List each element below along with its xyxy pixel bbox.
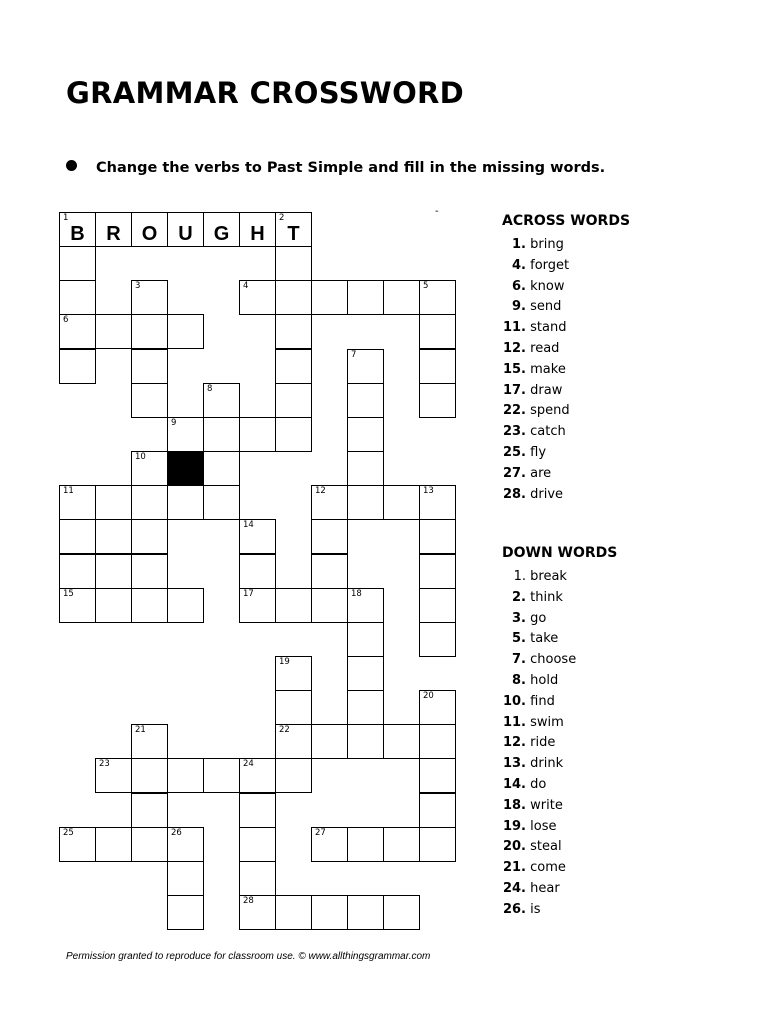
down-heading: DOWN WORDS (502, 545, 618, 561)
crossword-cell[interactable] (275, 314, 312, 349)
crossword-cell[interactable] (203, 485, 240, 520)
clue-number: 25 (63, 828, 74, 838)
down-clue-item (502, 858, 617, 879)
crossword-cell[interactable] (347, 485, 384, 520)
clue-number: 26 (171, 828, 182, 838)
clue-item-number: 18. (502, 797, 526, 813)
clue-item-number: 22. (502, 403, 526, 419)
clue-item-word: is (530, 901, 541, 917)
crossword-cell[interactable] (347, 417, 384, 452)
clue-item-word: are (530, 465, 552, 481)
clue-item-word: swim (530, 714, 564, 730)
clue-item-word: drive (530, 486, 564, 502)
crossword-cell[interactable] (311, 724, 348, 759)
black-square (167, 451, 204, 486)
clue-item-word: do (530, 776, 547, 792)
clue-item-word: send (530, 299, 562, 315)
crossword-cell[interactable] (59, 246, 96, 281)
clue-item-number: 13. (502, 756, 526, 772)
crossword-cell[interactable] (95, 314, 132, 349)
crossword-cell[interactable] (95, 554, 132, 589)
crossword-cell[interactable] (131, 451, 168, 486)
across-clue-item (502, 277, 630, 298)
clue-item-number: 6. (512, 278, 526, 294)
crossword-cell[interactable] (275, 724, 312, 759)
clue-item-word: go (530, 610, 547, 626)
clue-item-word: read (530, 340, 560, 356)
down-clue-item (502, 775, 617, 796)
clue-item-word: make (530, 361, 566, 377)
crossword-cell[interactable] (203, 212, 240, 247)
crossword-cell[interactable] (383, 280, 420, 315)
clue-item-word: fly (530, 444, 547, 460)
answer-letter: T (287, 223, 300, 245)
clue-item-word: spend (530, 403, 570, 419)
clue-item-number: 14. (502, 776, 526, 792)
clue-item-word: steal (530, 839, 562, 855)
down-clues (502, 545, 617, 921)
crossword-cell[interactable] (203, 417, 240, 452)
page-title: GRAMMAR CROSSWORD (66, 76, 465, 110)
crossword-cell[interactable] (347, 349, 384, 384)
crossword-cell[interactable] (419, 724, 456, 759)
clue-number: 6 (63, 315, 69, 325)
clue-item-number: 26. (502, 901, 526, 917)
crossword-cell[interactable] (203, 451, 240, 486)
across-clues (502, 213, 630, 505)
clue-item-number: 11. (502, 714, 526, 730)
stray-mark: - (435, 206, 439, 217)
clue-number: 5 (423, 281, 429, 291)
crossword-cell[interactable] (419, 690, 456, 725)
clue-item-number: 9. (512, 299, 526, 315)
down-clue-item (502, 671, 617, 692)
crossword-cell[interactable] (311, 554, 348, 589)
clue-item-number: 24. (502, 880, 526, 896)
clue-item-word: hold (530, 672, 559, 688)
crossword-cell[interactable] (239, 280, 276, 315)
crossword-cell[interactable] (95, 519, 132, 554)
crossword-cell[interactable] (131, 314, 168, 349)
clue-number: 28 (243, 896, 254, 906)
crossword-cell[interactable] (275, 280, 312, 315)
crossword-cell[interactable] (311, 827, 348, 862)
down-clue-item (502, 796, 617, 817)
crossword-cell[interactable] (131, 383, 168, 418)
down-clue-item (502, 609, 617, 630)
clue-item-word: find (530, 693, 555, 709)
clue-number: 7 (351, 350, 357, 360)
crossword-cell[interactable] (131, 758, 168, 793)
crossword-cell[interactable] (167, 212, 204, 247)
crossword-cell[interactable] (239, 519, 276, 554)
answer-letter: O (141, 223, 158, 245)
clue-item-word: come (530, 860, 566, 876)
crossword-cell[interactable] (239, 861, 276, 896)
crossword-cell[interactable] (131, 724, 168, 759)
crossword-cell[interactable] (131, 793, 168, 828)
crossword-cell[interactable] (167, 827, 204, 862)
answer-letter: B (70, 223, 85, 245)
clue-number: 18 (351, 589, 362, 599)
across-clue-item (502, 235, 630, 256)
down-list (502, 567, 617, 921)
clue-number: 23 (99, 759, 110, 769)
crossword-cell[interactable] (167, 314, 204, 349)
clue-item-word: choose (530, 652, 577, 668)
crossword-cell[interactable] (419, 588, 456, 623)
crossword-cell[interactable] (239, 588, 276, 623)
crossword-cell[interactable] (59, 485, 96, 520)
clue-number: 19 (279, 657, 290, 667)
clue-item-number: 3. (512, 610, 526, 626)
crossword-cell[interactable] (167, 895, 204, 930)
crossword-cell[interactable] (311, 485, 348, 520)
clue-item-number: 4. (512, 257, 526, 273)
crossword-cell[interactable] (239, 212, 276, 247)
across-clue-item (502, 422, 630, 443)
crossword-cell[interactable] (131, 588, 168, 623)
crossword-cell[interactable] (419, 280, 456, 315)
crossword-cell[interactable] (311, 895, 348, 930)
clue-number: 13 (423, 486, 434, 496)
crossword-cell[interactable] (275, 656, 312, 691)
crossword-cell[interactable] (275, 690, 312, 725)
clue-number: 4 (243, 281, 249, 291)
across-clue-item (502, 401, 630, 422)
clue-item-number: 12. (502, 340, 526, 356)
crossword-cell[interactable] (419, 519, 456, 554)
crossword-cell[interactable] (383, 724, 420, 759)
crossword-cell[interactable] (59, 827, 96, 862)
clue-item-word: hear (530, 880, 560, 896)
clue-number: 1 (63, 213, 69, 223)
answer-letter: R (106, 223, 121, 245)
clue-item-word: take (530, 631, 559, 647)
clue-number: 8 (207, 384, 213, 394)
footer-permission: Permission granted to reproduce for classroom use. © www.allthingsgrammar.com (66, 951, 431, 962)
crossword-cell[interactable] (167, 588, 204, 623)
clue-number: 14 (243, 520, 254, 530)
clue-number: 10 (135, 452, 146, 462)
crossword-cell[interactable] (59, 314, 96, 349)
across-clue-item (502, 360, 630, 381)
clue-item-word: draw (530, 382, 563, 398)
across-list (502, 235, 630, 505)
crossword-cell[interactable] (347, 827, 384, 862)
clue-number: 12 (315, 486, 326, 496)
crossword-cell[interactable] (239, 827, 276, 862)
crossword-cell[interactable] (167, 417, 204, 452)
clue-item-word: drink (530, 756, 564, 772)
crossword-cell[interactable] (419, 622, 456, 657)
crossword-cell[interactable] (59, 280, 96, 315)
across-clue-item (502, 485, 630, 506)
crossword-cell[interactable] (131, 827, 168, 862)
down-clue-item (502, 629, 617, 650)
clue-number: 17 (243, 589, 254, 599)
down-clue-item (502, 650, 617, 671)
clue-item-number: 17. (502, 382, 526, 398)
clue-item-word: forget (530, 257, 570, 273)
clue-number: 2 (279, 213, 285, 223)
crossword-cell[interactable] (383, 827, 420, 862)
clue-number: 11 (63, 486, 74, 496)
crossword-cell[interactable] (419, 827, 456, 862)
crossword-cell[interactable] (419, 793, 456, 828)
crossword-cell[interactable] (347, 895, 384, 930)
crossword-cell[interactable] (131, 519, 168, 554)
across-clue-item (502, 256, 630, 277)
clue-item-number: 19. (502, 818, 526, 834)
clue-number: 20 (423, 691, 434, 701)
clue-item-number: 11. (502, 320, 526, 336)
clue-item-word: know (530, 278, 565, 294)
crossword-cell[interactable] (311, 280, 348, 315)
crossword-cell[interactable] (275, 383, 312, 418)
crossword-cell[interactable] (383, 485, 420, 520)
clue-item-word: stand (530, 320, 567, 336)
answer-letter: G (213, 223, 230, 245)
crossword-cell[interactable] (59, 588, 96, 623)
clue-number: 24 (243, 759, 254, 769)
clue-item-number: 10. (502, 693, 526, 709)
crossword-cell[interactable] (347, 588, 384, 623)
crossword-cell[interactable] (275, 895, 312, 930)
clue-item-number: 25. (502, 444, 526, 460)
clue-item-word: write (530, 797, 563, 813)
crossword-cell[interactable] (239, 758, 276, 793)
crossword-cell[interactable] (95, 212, 132, 247)
clue-item-number: 27. (502, 465, 526, 481)
clue-item-number: 15. (502, 361, 526, 377)
crossword-cell[interactable] (95, 758, 132, 793)
across-clue-item (502, 443, 630, 464)
clue-number: 3 (135, 281, 141, 291)
clue-item-word: think (530, 589, 563, 605)
clue-item-number: 21. (502, 860, 526, 876)
crossword-cell[interactable] (275, 758, 312, 793)
crossword-cell[interactable] (59, 349, 96, 384)
clue-item-number: 2. (512, 589, 526, 605)
crossword-cell[interactable] (131, 554, 168, 589)
crossword-cell[interactable] (59, 212, 96, 247)
clue-number: 21 (135, 725, 146, 735)
crossword-cell[interactable] (167, 485, 204, 520)
crossword-cell[interactable] (383, 895, 420, 930)
down-clue-item (502, 817, 617, 838)
crossword-cell[interactable] (419, 554, 456, 589)
across-clue-item (502, 318, 630, 339)
across-clue-item (502, 381, 630, 402)
crossword-cell[interactable] (59, 554, 96, 589)
clue-item-number: 28. (502, 486, 526, 502)
crossword-cell[interactable] (347, 280, 384, 315)
crossword-cell[interactable] (203, 383, 240, 418)
across-clue-item (502, 297, 630, 318)
crossword-cell[interactable] (239, 417, 276, 452)
across-clue-item (502, 339, 630, 360)
crossword-cell[interactable] (347, 724, 384, 759)
crossword-cell[interactable] (347, 622, 384, 657)
instruction-text: Change the verbs to Past Simple and fill in the missing words. (96, 160, 606, 176)
crossword-cell[interactable] (131, 212, 168, 247)
crossword-cell[interactable] (239, 554, 276, 589)
across-heading: ACROSS WORDS (502, 213, 631, 229)
clue-number: 27 (315, 828, 326, 838)
crossword-cell[interactable] (95, 827, 132, 862)
crossword-cell[interactable] (275, 349, 312, 384)
crossword-cell[interactable] (275, 212, 312, 247)
clue-item-word: bring (530, 237, 564, 252)
crossword-cell[interactable] (311, 519, 348, 554)
crossword-cell[interactable] (59, 519, 96, 554)
clue-item-number: 1. (512, 237, 526, 252)
crossword-cell[interactable] (239, 895, 276, 930)
clue-item-number: 1. (513, 569, 526, 584)
clue-item-number: 5. (512, 631, 526, 647)
clue-item-word: break (530, 569, 567, 584)
down-clue-item (502, 588, 617, 609)
clue-item-number: 8. (512, 672, 526, 688)
down-clue-item (502, 692, 617, 713)
down-clue-item (502, 837, 617, 858)
crossword-cell[interactable] (95, 588, 132, 623)
clue-item-number: 23. (502, 424, 526, 440)
down-clue-item (502, 713, 617, 734)
crossword-cell[interactable] (347, 451, 384, 486)
crossword-cell[interactable] (131, 280, 168, 315)
clue-number: 22 (279, 725, 290, 735)
clue-item-word: ride (530, 735, 556, 751)
crossword-cell[interactable] (419, 485, 456, 520)
crossword-cell[interactable] (275, 588, 312, 623)
crossword-cell[interactable] (347, 656, 384, 691)
answer-letter: U (178, 223, 193, 245)
crossword-cell[interactable] (239, 793, 276, 828)
crossword-cell[interactable] (419, 314, 456, 349)
crossword-cell[interactable] (131, 349, 168, 384)
clue-item-number: 7. (512, 652, 526, 668)
crossword-cell[interactable] (419, 383, 456, 418)
clue-item-number: 20. (502, 839, 526, 855)
crossword-cell[interactable] (131, 485, 168, 520)
down-clue-item (502, 733, 617, 754)
clue-item-word: catch (530, 424, 566, 440)
down-clue-item (502, 754, 617, 775)
clue-number: 15 (63, 589, 74, 599)
across-clue-item (502, 464, 630, 485)
crossword-cell[interactable] (347, 690, 384, 725)
crossword-cell[interactable] (95, 485, 132, 520)
crossword-cell[interactable] (347, 383, 384, 418)
crossword-cell[interactable] (167, 758, 204, 793)
down-clue-item (502, 567, 617, 588)
down-clue-item (502, 900, 617, 921)
down-clue-item (502, 879, 617, 900)
crossword-cell[interactable] (419, 349, 456, 384)
crossword-cell[interactable] (167, 861, 204, 896)
clue-item-word: lose (530, 818, 557, 834)
clue-number: 9 (171, 418, 177, 428)
crossword-cell[interactable] (419, 758, 456, 793)
crossword-cell[interactable] (203, 758, 240, 793)
crossword-cell[interactable] (311, 588, 348, 623)
crossword-cell[interactable] (275, 417, 312, 452)
clue-item-number: 12. (502, 735, 526, 751)
answer-letter: H (250, 223, 265, 245)
crossword-cell[interactable] (275, 246, 312, 281)
